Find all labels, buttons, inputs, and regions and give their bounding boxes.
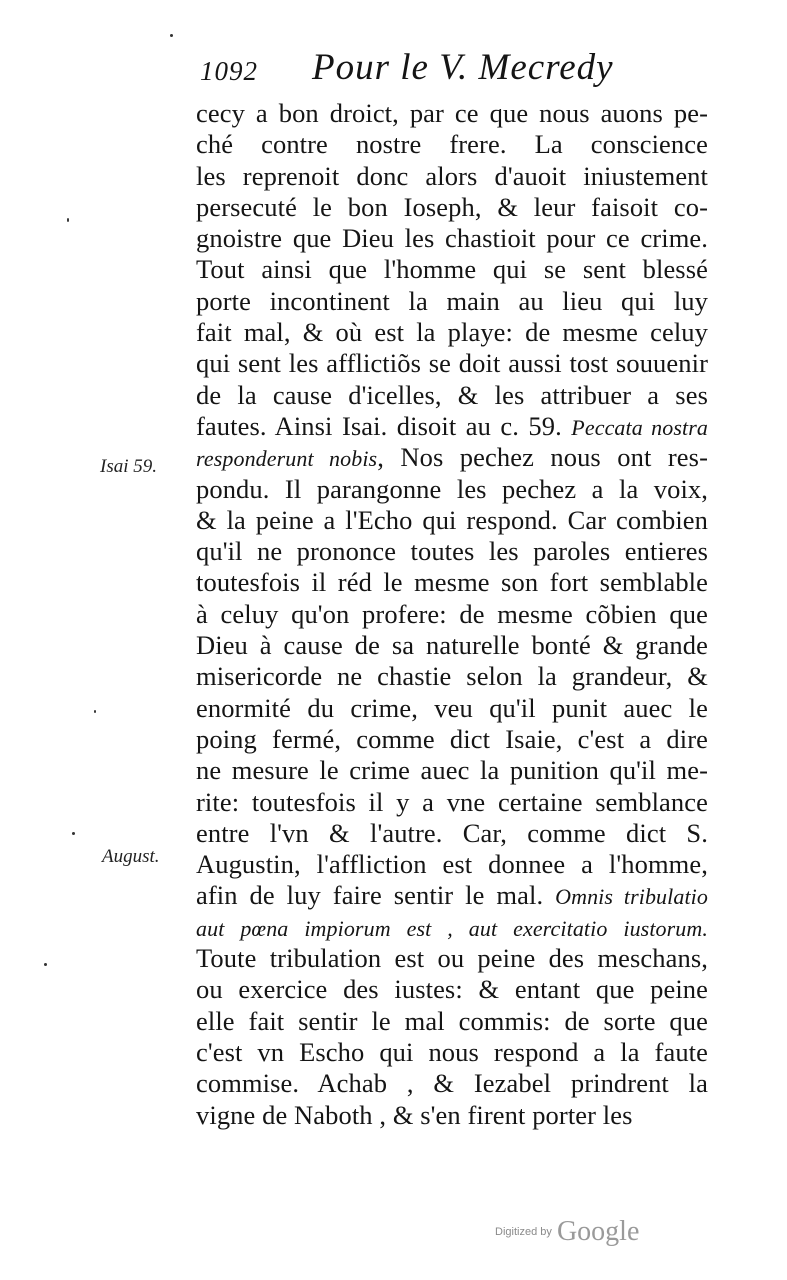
text-segment: Dieu à cause de sa naturelle bonté & grande	[196, 630, 708, 661]
text-segment: & la peine a l'Echo qui respond. Car combien	[196, 504, 708, 535]
text-segment: porte incontinent la main au lieu qui luy	[196, 285, 708, 316]
text-line	[196, 943, 708, 974]
margin-note-isai: Isai 59.	[100, 456, 157, 477]
text-segment: vigne de Naboth , & s'en firent porter les	[196, 1099, 633, 1130]
text-line	[196, 474, 708, 505]
text-segment: Tout ainsi que l'homme qui se sent blessé	[196, 254, 708, 285]
text-segment: misericorde ne chastie selon la grandeur, &	[196, 661, 708, 692]
text-line	[196, 317, 708, 348]
text-line	[196, 818, 708, 849]
text-segment: fautes. Ainsi Isai. disoit au c. 59.	[196, 410, 572, 441]
text-line	[196, 630, 708, 661]
text-line	[196, 1006, 708, 1037]
text-line	[196, 348, 708, 379]
page-header	[200, 46, 630, 92]
text-line	[196, 567, 708, 598]
watermark-brand: Google	[556, 1216, 640, 1247]
text-line	[196, 724, 708, 755]
text-segment: , Nos pechez nous ont res-	[377, 442, 709, 473]
text-segment: entre l'vn & l'autre. Car, comme dict S.	[196, 817, 708, 848]
text-line	[196, 223, 708, 254]
page-number: 1092	[200, 56, 258, 86]
text-line	[196, 787, 708, 818]
text-line	[196, 411, 708, 442]
text-segment: elle fait sentir le mal commis: de sorte que	[196, 1005, 708, 1036]
text-line	[196, 693, 708, 724]
text-segment: afin de luy faire sentir le mal.	[196, 880, 556, 911]
text-segment: toutesfois il réd le mesme son fort semblable	[196, 567, 708, 598]
latin-quote: aut pœna impiorum est , aut exercitatio iustorum.	[196, 915, 708, 941]
margin-note-august: August.	[102, 846, 160, 867]
text-line	[196, 880, 708, 911]
watermark-prefix: Digitized by	[495, 1226, 552, 1238]
text-line	[196, 254, 708, 285]
text-line	[196, 286, 708, 317]
text-line	[196, 974, 708, 1005]
text-segment: gnoistre que Dieu les chastioit pour ce crime.	[196, 223, 708, 254]
text-segment: pondu. Il parangonne les pechez a la voix,	[196, 473, 708, 504]
text-line	[196, 1037, 708, 1068]
latin-quote: Omnis tribulatio	[555, 884, 708, 910]
text-segment: enormité du crime, veu qu'il punit auec le	[196, 692, 708, 723]
text-line	[196, 661, 708, 692]
text-segment: c'est vn Escho qui nous respond a la faute	[196, 1036, 708, 1067]
ink-speck	[44, 963, 47, 966]
text-segment: cecy a bon droict, par ce que nous auons pe-	[196, 98, 708, 128]
running-title: Pour le V. Mecredy	[312, 47, 614, 88]
latin-quote: Peccata nostra	[571, 414, 708, 440]
text-segment: qui sent les afflictiõs se doit aussi tost souuenir	[196, 348, 708, 379]
text-line	[196, 442, 708, 473]
text-line	[196, 536, 708, 567]
ink-speck	[67, 218, 69, 222]
text-line	[196, 380, 708, 411]
text-line	[196, 849, 708, 880]
text-line	[196, 129, 708, 160]
text-segment: à celuy qu'on profere: de mesme cõbien que	[196, 598, 708, 629]
text-line	[196, 98, 708, 129]
latin-quote: responderunt nobis	[196, 446, 378, 472]
text-segment: ne mesure le crime auec la punition qu'il me-	[196, 755, 708, 786]
text-segment: persecuté le bon Ioseph, & leur faisoit co-	[196, 191, 708, 222]
text-segment: fait mal, & où est la playe: de mesme celuy	[196, 317, 708, 348]
text-segment: qu'il ne prononce toutes les paroles entieres	[196, 536, 708, 567]
text-line	[196, 755, 708, 786]
text-segment: ou exercice des iustes: & entant que peine	[196, 974, 708, 1005]
text-segment: ché contre nostre frere. La conscience	[196, 129, 708, 160]
digitization-watermark	[495, 1216, 639, 1248]
text-line	[196, 1100, 708, 1131]
text-line	[196, 192, 708, 223]
text-segment: poing fermé, comme dict Isaie, c'est a dire	[196, 723, 708, 754]
text-segment: commise. Achab , & Iezabel prindrent la	[196, 1068, 708, 1099]
text-line	[196, 161, 708, 192]
text-line	[196, 599, 708, 630]
text-segment: Toute tribulation est ou peine des meschans,	[196, 943, 708, 974]
text-segment: Augustin, l'affliction est donnee a l'homme,	[196, 849, 708, 880]
ink-speck	[72, 832, 75, 835]
body-text	[196, 98, 708, 1131]
ink-speck	[170, 34, 173, 37]
text-segment: rite: toutesfois il y a vne certaine semblance	[196, 786, 708, 817]
ink-speck	[94, 710, 96, 713]
text-line	[196, 505, 708, 536]
text-segment: les reprenoit donc alors d'auoit iniustement	[196, 160, 708, 191]
text-line	[196, 1068, 708, 1099]
text-line	[196, 912, 708, 943]
text-segment: de la cause d'icelles, & les attribuer a ses	[196, 379, 708, 410]
